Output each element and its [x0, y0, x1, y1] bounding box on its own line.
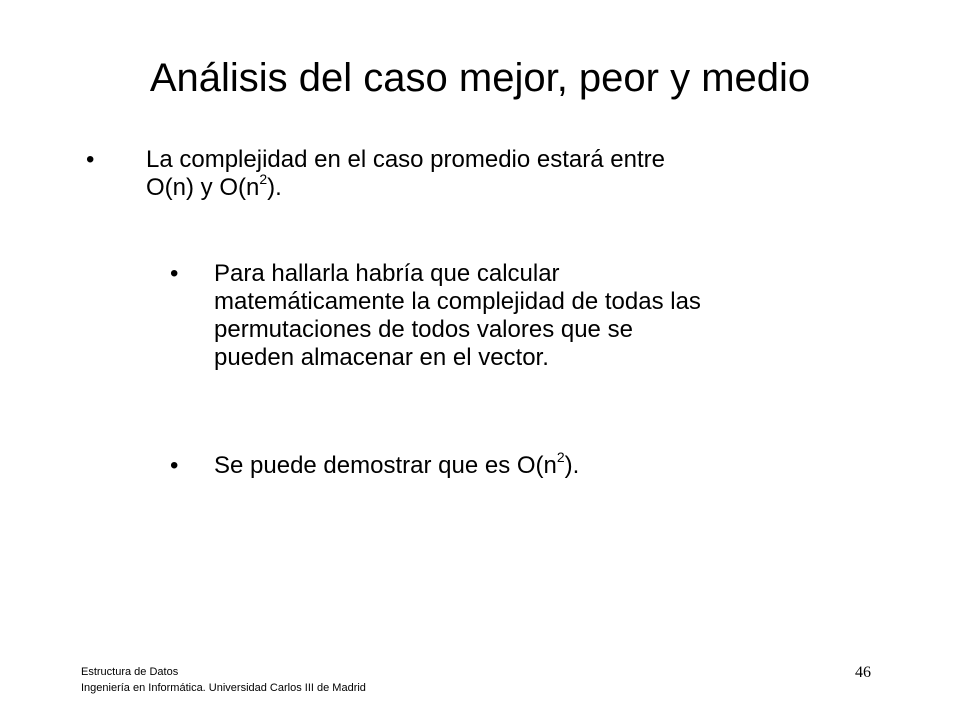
slide-title: Análisis del caso mejor, peor y medio [149, 56, 811, 100]
sub-bullet-item-proof [170, 449, 890, 486]
sub-bullet-text [214, 260, 890, 372]
sub-bullet-item-calculation [170, 260, 890, 380]
sub-bullet-line: matemáticamente la complejidad de todas las [214, 288, 701, 315]
bullet-text-prefix: O(n) y O(n [146, 174, 260, 201]
bullet-line [146, 171, 886, 202]
bullet-text [146, 146, 886, 202]
bullet-text-suffix: ). [267, 174, 282, 201]
bullet-dot: • [170, 260, 179, 287]
page-number: 46 [855, 664, 871, 681]
footer-institution: Ingeniería en Informática. Universidad Carlos III de Madrid [81, 682, 366, 694]
sub-bullet-text [214, 449, 890, 480]
sub-bullet-line: pueden almacenar en el vector. [214, 344, 549, 371]
sub-bullet-text-prefix: Se puede demostrar que es O(n [214, 452, 557, 479]
bullet-dot: • [86, 146, 95, 173]
sub-bullet-line: Para hallarla habría que calcular [214, 260, 560, 287]
footer-course: Estructura de Datos [81, 666, 179, 678]
sub-bullet-text-suffix: ). [564, 452, 580, 479]
bullet-line: La complejidad en el caso promedio estará entre [146, 146, 665, 173]
superscript: 2 [556, 449, 565, 465]
bullet-item-average-case [86, 146, 886, 210]
slide-footer [81, 664, 366, 696]
bullet-dot: • [170, 452, 179, 479]
superscript: 2 [259, 171, 268, 187]
sub-bullet-line: permutaciones de todos valores que se [214, 316, 633, 343]
